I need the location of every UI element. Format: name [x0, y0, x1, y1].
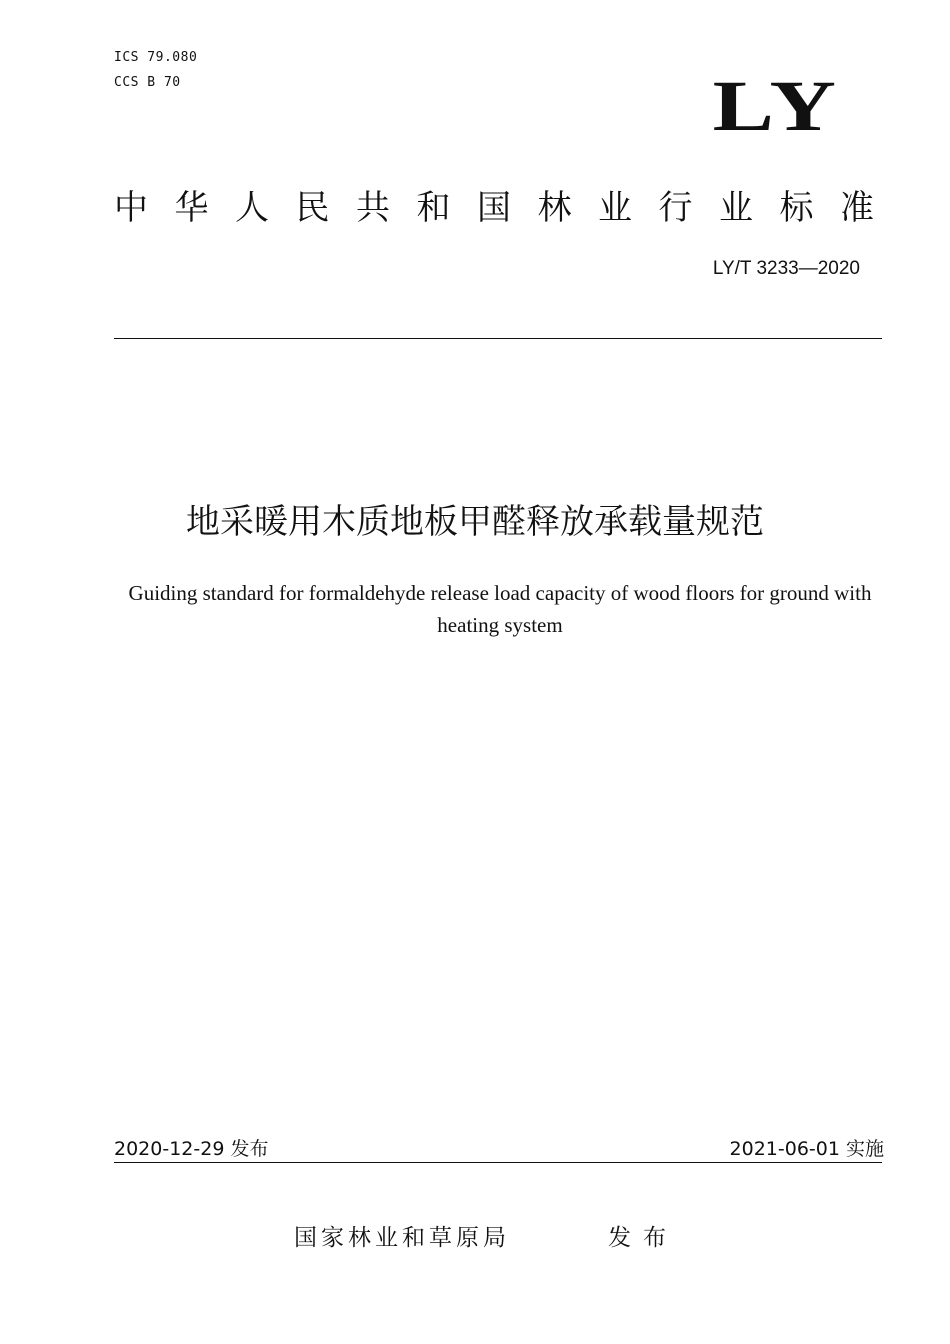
publish-date: 2020-12-29 发布 [114, 1138, 269, 1160]
implementation-date: 2021-06-01 实施 [729, 1138, 884, 1160]
footer-divider [114, 1162, 882, 1163]
issue-label: 发布 [608, 1225, 678, 1251]
ly-logo: LY [712, 66, 840, 146]
header-divider [114, 338, 882, 339]
document-title-chinese: 地采暖用木质地板甲醛释放承载量规范 [186, 502, 764, 542]
ccs-code: CCS B 70 [114, 75, 181, 90]
document-title-english: Guiding standard for formaldehyde release load capacity of wood floors for ground with heating system [128, 581, 872, 637]
standard-type-title: 中华人民共和国林业行业标准 [114, 188, 901, 228]
issuing-authority: 国家林业和草原局 [294, 1225, 510, 1251]
ics-code: ICS 79.080 [114, 50, 198, 65]
standard-code: LY/T 3233—2020 [712, 258, 860, 279]
